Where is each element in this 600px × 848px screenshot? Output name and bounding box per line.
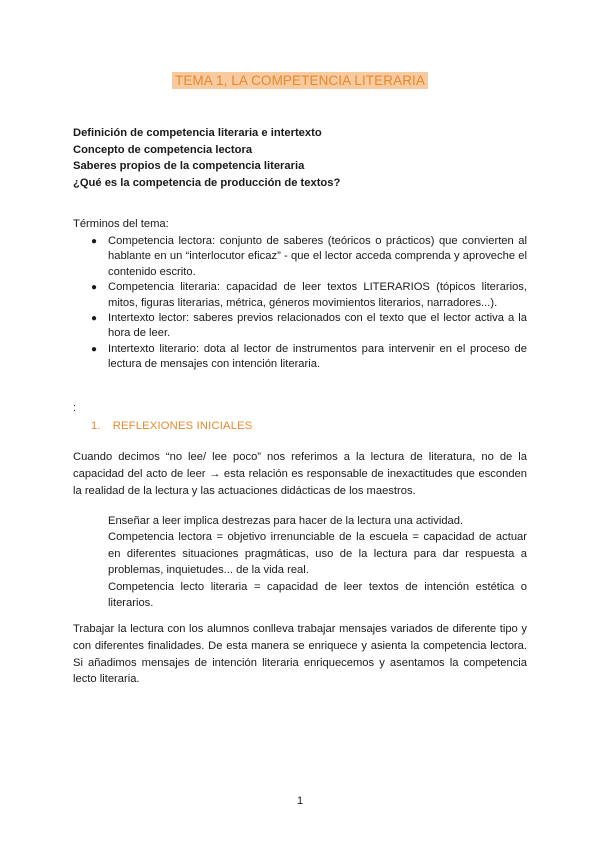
topics-list — [73, 125, 533, 191]
page-number: 1 — [296, 795, 304, 807]
indented-line: Competencia lectora = objetivo irrenunciable de la escuela = capacidad de actuar en diferentes situaciones pragmáticas, uso de la lectura para dar respuesta a problemas, inquietudes... de la vida real. — [108, 531, 527, 577]
section-heading — [91, 420, 252, 432]
term-item — [91, 311, 527, 342]
bullet-icon: ● — [91, 236, 98, 247]
section-number: 1. — [91, 420, 101, 432]
body-paragraph-1: Cuando decimos “no lee/ lee poco” nos referimos a la lectura de literatura, no de la capacidad del acto de leer → esta relación es responsable de inexactitudes que esconden la realidad de la lectura y las actuaciones didácticas de los maestros. — [73, 451, 527, 497]
bullet-icon: ● — [91, 343, 98, 355]
term-item — [91, 280, 527, 311]
term-text: Intertexto lector: saberes previos relacionados con el texto que el lector activa a la hora de leer. — [108, 312, 527, 340]
term-text: Competencia literaria: capacidad de leer textos LITERARIOS (tópicos literarios, mitos, figuras literarias, métrica, géneros movimientos literarios, narradores...). — [108, 281, 527, 309]
indented-line: Competencia lecto literaria = capacidad de leer textos de intención estética o literarios. — [108, 580, 527, 610]
terms-heading: Términos del tema: — [73, 218, 169, 230]
topic-line: ¿Qué es la competencia de producción de textos? — [73, 176, 341, 189]
body-paragraph-2: Trabajar la lectura con los alumnos conlleva trabajar mensajes variados de diferente tipo y con diferentes finalidades. De esta manera se enriquece y asienta la competencia lectora. Si añadimos mensajes de intención literaria enriquecemos y asentamos la competencia lecto literaria. — [73, 623, 527, 686]
document-title: TEMA 1, LA COMPETENCIA LITERARIA — [172, 72, 428, 89]
stray-colon: : — [73, 402, 77, 414]
term-item — [91, 234, 527, 280]
topic-line: Saberes propios de la competencia literaria — [73, 160, 305, 172]
terms-list — [91, 234, 527, 373]
term-text: Competencia lectora: conjunto de saberes (teóricos o prácticos) que convierten al hablante en un “interlocutor eficaz” - que el lector acceda comprenda y aproveche el contenido escrito. — [108, 235, 527, 278]
section-title: REFLEXIONES INICIALES — [112, 420, 253, 432]
term-item — [91, 342, 527, 373]
indented-block — [108, 513, 527, 611]
topic-line: Concepto de competencia lectora — [73, 143, 253, 156]
bullet-icon: ● — [91, 313, 98, 325]
term-text: Intertexto literario: dota al lector de instrumentos para intervenir en el proceso de lectura de mensajes con intención literaria. — [108, 342, 527, 371]
bullet-icon: ● — [91, 282, 98, 294]
topic-line: Definición de competencia literaria e intertexto — [73, 127, 322, 139]
title-container — [0, 72, 600, 90]
indented-line: Enseñar a leer implica destrezas para hacer de la lectura una actividad. — [108, 515, 464, 527]
